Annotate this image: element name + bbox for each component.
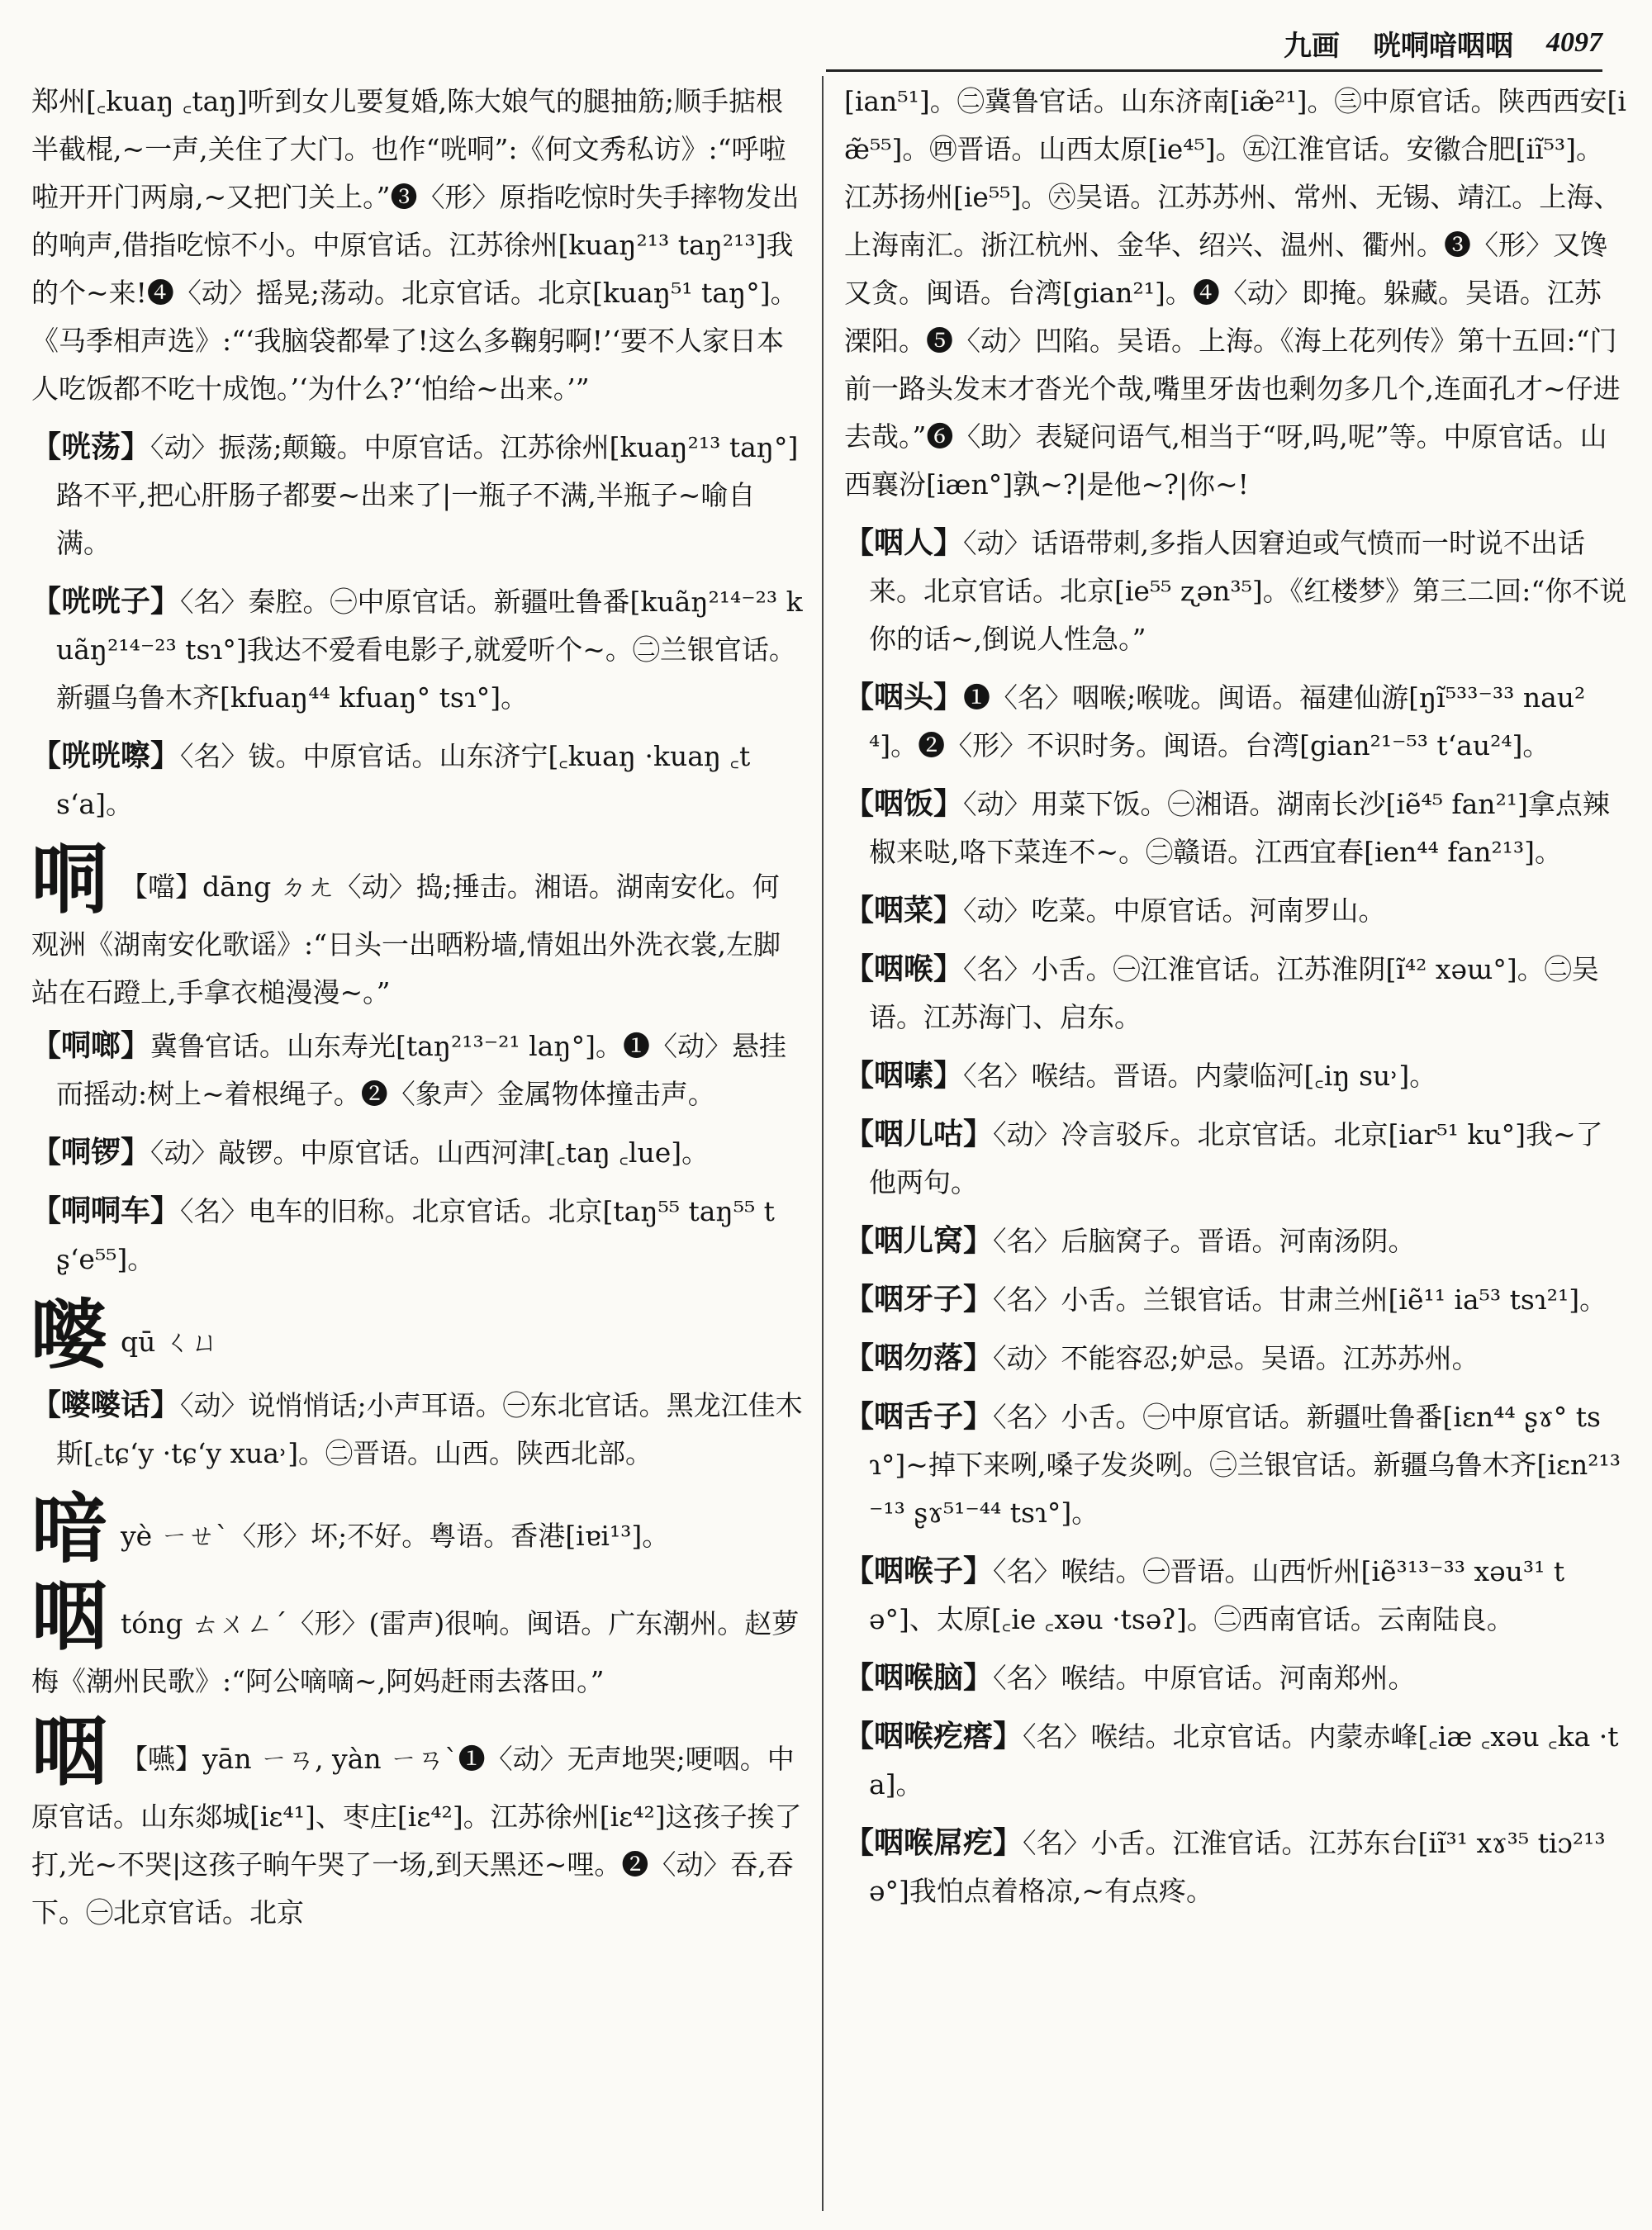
header-characters: 咣哃喑咽咽 bbox=[1373, 29, 1513, 63]
entry-headword: 【咽牙子】 bbox=[844, 1282, 994, 1317]
dictionary-entry bbox=[844, 1547, 1627, 1644]
dictionary-entry bbox=[844, 1275, 1627, 1324]
dictionary-entry bbox=[31, 577, 804, 722]
dictionary-entry bbox=[844, 886, 1627, 935]
entry-headword: 【咽人】 bbox=[844, 525, 964, 560]
section-label: 九画 bbox=[1284, 29, 1340, 63]
entry-headword: 【咽喉屌疙】 bbox=[844, 1825, 1023, 1860]
character-definition: tóng ㄊㄨㄥˊ〈形〉(雷声)很响。闽语。广东潮州。赵萝梅《潮州民歌》:“阿公嘀嘀~,阿妈赶雨去落田。” bbox=[31, 1607, 800, 1697]
dictionary-entry bbox=[844, 780, 1627, 876]
entry-continuation bbox=[844, 78, 1627, 509]
character-heading bbox=[31, 1290, 804, 1379]
character-heading bbox=[31, 835, 804, 1017]
entry-headword: 【咽嗉】 bbox=[844, 1058, 964, 1093]
entry-headword: 【咽舌子】 bbox=[844, 1399, 994, 1434]
entry-definition: 〈名〉喉结。北京官话。内蒙赤峰[꜀iæ ꜀xəu ꜀ka ·ta]。 bbox=[869, 1720, 1619, 1801]
head-character: 喑 bbox=[31, 1484, 108, 1573]
header-rule bbox=[826, 69, 1602, 72]
dictionary-entry bbox=[844, 945, 1627, 1041]
entry-headword: 【咽菜】 bbox=[844, 893, 964, 928]
character-heading bbox=[31, 1707, 804, 1937]
character-definition: qū ㄑㄩ bbox=[121, 1326, 219, 1358]
dictionary-entry bbox=[31, 423, 804, 567]
dictionary-entry bbox=[844, 1712, 1627, 1809]
dictionary-entry bbox=[844, 1110, 1627, 1207]
entry-headword: 【咣咣子】 bbox=[31, 584, 181, 619]
character-definition: 【噹】dāng ㄉㄤ〈动〉捣;捶击。湘语。湖南安化。何观洲《湖南安化歌谣》:“日头一出晒粉墙,情姐出外洗衣裳,左脚站在石蹬上,手拿衣槌漫漫~。” bbox=[31, 871, 781, 1008]
entry-definition: 〈名〉小舌。江淮官话。江苏东台[iĩ³¹ xɤ³⁵ tiɔ²¹³ ə°]我怕点着格凉,~有点疼。 bbox=[869, 1827, 1606, 1907]
entry-text: 郑州[꜀kuaŋ ꜀taŋ]听到女儿要复婚,陈大娘气的腿抽筋;顺手掂根半截棍,~一声,关住了大门。也作“咣哃”:《何文秀私访》:“呼啦啦开开门两扇,~又把门关上。”❸〈形〉原指吃惊时失手摔物发出的响声,借指吃惊不小。中原官话。江苏徐州[kuaŋ²¹³ taŋ²¹³]我的个~来!❹〈动〉摇晃;荡动。北京官话。北京[kuaŋ⁵¹ taŋ°]。《马季相声选》:“‘我脑袋都晕了!这么多鞠躬啊!’‘要不人家日本人吃饭都不吃十成饱。’‘为什么?’‘怕给~出来。’” bbox=[31, 85, 800, 405]
entry-definition: 〈动〉吃菜。中原官话。河南罗山。 bbox=[963, 894, 1386, 927]
entry-definition: 〈名〉电车的旧称。北京官话。北京[taŋ⁵⁵ taŋ⁵⁵ tʂ‘e⁵⁵]。 bbox=[56, 1195, 775, 1275]
dictionary-entry bbox=[844, 1819, 1627, 1915]
entry-definition: ❶〈名〉咽喉;喉咙。闽语。福建仙游[ŋĩ⁵³³⁻³³ nau²⁴]。❷〈形〉不识时务。闽语。台湾[gian²¹⁻⁵³ t‘au²⁴]。 bbox=[869, 681, 1586, 762]
entry-headword: 【咽儿窝】 bbox=[844, 1223, 994, 1258]
head-character: 咽 bbox=[31, 1572, 108, 1661]
entry-headword: 【咣咣嚓】 bbox=[31, 738, 181, 773]
entry-headword: 【咽喉脑】 bbox=[844, 1660, 994, 1695]
entry-definition: 〈名〉钹。中原官话。山东济宁[꜀kuaŋ ·kuaŋ ꜀ts‘a]。 bbox=[56, 740, 751, 820]
entry-headword: 【咽饭】 bbox=[844, 786, 964, 821]
entry-definition: 〈动〉话语带刺,多指人因窘迫或气愤而一时说不出话来。北京官话。北京[ie⁵⁵ ʐən³⁵]。《红楼梦》第三二回:“你不说你的话~,倒说人性急。” bbox=[869, 527, 1627, 655]
entry-definition: 〈动〉用菜下饭。㊀湘语。湖南长沙[iẽ⁴⁵ fan²¹]拿点辣椒来哒,咯下菜连不~。㊁赣语。江西宜春[ien⁴⁴ fan²¹³]。 bbox=[869, 788, 1610, 868]
entry-definition: 〈名〉后脑窝子。晋语。河南汤阴。 bbox=[993, 1225, 1416, 1257]
entry-definition: 〈动〉说悄悄话;小声耳语。㊀东北官话。黑龙江佳木斯[꜀tɕ‘y ·tɕ‘y xua˒]。㊁晋语。山西。陕西北部。 bbox=[56, 1389, 803, 1469]
entry-headword: 【哃锣】 bbox=[31, 1135, 151, 1170]
entry-headword: 【咽儿咕】 bbox=[844, 1117, 994, 1151]
dictionary-entry bbox=[31, 1187, 804, 1283]
entry-headword: 【咽喉】 bbox=[844, 951, 964, 986]
character-heading bbox=[31, 1484, 804, 1573]
dictionary-entry bbox=[31, 732, 804, 828]
entry-definition: 〈名〉小舌。兰银官话。甘肃兰州[iẽ¹¹ ia⁵³ tsɿ²¹]。 bbox=[993, 1283, 1607, 1316]
entry-headword: 【咽勿落】 bbox=[844, 1340, 994, 1375]
entry-headword: 【咽头】 bbox=[844, 680, 964, 714]
character-heading bbox=[31, 1572, 804, 1706]
entry-definition: 〈名〉小舌。㊀江淮官话。江苏淮阴[ĩ⁴² xəɯ°]。㊁吴语。江苏海门、启东。 bbox=[869, 953, 1599, 1033]
dictionary-entry bbox=[844, 1051, 1627, 1100]
entry-continuation bbox=[31, 78, 804, 413]
entry-text: [ian⁵¹]。㊁冀鲁官话。山东济南[iæ̃²¹]。㊂中原官话。陕西西安[iæ̃⁵⁵]。㊃晋语。山西太原[ie⁴⁵]。㊄江淮官话。安徽合肥[iĩ⁵³]。江苏扬州[ie⁵⁵]。㊅吴语。江苏苏州、常州、无锡、靖江。上海、上海南汇。浙江杭州、金华、绍兴、温州、衢州。❸〈形〉又馋又贪。闽语。台湾[gian²¹]。❹〈动〉即掩。躲藏。吴语。江苏溧阳。❺〈动〉凹陷。吴语。上海。《海上花列传》第十五回:“门前一路头发末才沓光个哉,嘴里牙齿也剩勿多几个,连面孔才~仔进去哉。”❻〈助〉表疑问语气,相当于“呀,吗,呢”等。中原官话。山西襄汾[iæn°]孰~?|是他~?|你~! bbox=[844, 85, 1626, 501]
entry-definition: 〈动〉敲锣。中原官话。山西河津[꜀taŋ ꜀lue]。 bbox=[150, 1136, 710, 1169]
entry-definition: 〈名〉秦腔。㊀中原官话。新疆吐鲁番[kuãŋ²¹⁴⁻²³ kuãŋ²¹⁴⁻²³ tsɿ°]我达不爱看电影子,就爱听个~。㊁兰银官话。新疆乌鲁木齐[kfuaŋ⁴⁴ kfuaŋ° tsɿ°]。 bbox=[56, 586, 803, 714]
entry-definition: 〈名〉喉结。晋语。内蒙临河[꜀iŋ su˒]。 bbox=[963, 1060, 1437, 1092]
entry-definition: 冀鲁官话。山东寿光[taŋ²¹³⁻²¹ laŋ°]。❶〈动〉悬挂而摇动:树上~着根绳子。❷〈象声〉金属物体撞击声。 bbox=[56, 1030, 786, 1110]
dictionary-entry bbox=[31, 1128, 804, 1177]
entry-definition: 〈动〉振荡;颠簸。中原官话。江苏徐州[kuaŋ²¹³ taŋ°]路不平,把心肝肠子都要~出来了|一瓶子不满,半瓶子~喻自满。 bbox=[56, 431, 799, 559]
dictionary-entry bbox=[844, 1654, 1627, 1702]
dictionary-entry bbox=[31, 1381, 804, 1478]
dictionary-entry bbox=[844, 673, 1627, 770]
entry-headword: 【哃哃车】 bbox=[31, 1193, 181, 1228]
entry-headword: 【嘙嘙话】 bbox=[31, 1388, 181, 1422]
dictionary-entry bbox=[844, 1393, 1627, 1537]
head-character: 哃 bbox=[31, 835, 108, 924]
head-character: 嘙 bbox=[31, 1290, 108, 1379]
entry-headword: 【咣荡】 bbox=[31, 429, 151, 464]
right-column bbox=[844, 78, 1627, 1925]
head-character: 咽 bbox=[31, 1707, 108, 1796]
entry-headword: 【咽喉子】 bbox=[844, 1554, 994, 1588]
dictionary-entry bbox=[844, 1217, 1627, 1265]
entry-definition: 〈动〉不能容忍;妒忌。吴语。江苏苏州。 bbox=[993, 1342, 1479, 1374]
entry-definition: 〈名〉喉结。中原官话。河南郑州。 bbox=[993, 1662, 1416, 1694]
character-definition: 【嚥】yān ㄧㄢ, yàn ㄧㄢˋ❶〈动〉无声地哭;哽咽。中原官话。山东郯城[iɛ⁴¹]、枣庄[iɛ⁴²]。江苏徐州[iɛ⁴²]这孩子挨了打,光~不哭|这孩子晌午哭了一场,到天黑还~哩。❷〈动〉吞,吞下。㊀北京官话。北京 bbox=[31, 1743, 802, 1929]
dictionary-entry bbox=[844, 1334, 1627, 1383]
entry-definition: 〈名〉喉结。㊀晋语。山西忻州[iẽ³¹³⁻³³ xəu³¹ tə°]、太原[꜀ie ꜀xəu ·tsəʔ]。㊁西南官话。云南陆良。 bbox=[869, 1555, 1565, 1635]
entry-headword: 【咽喉疙瘩】 bbox=[844, 1719, 1023, 1753]
entry-definition: 〈名〉小舌。㊀中原官话。新疆吐鲁番[iɛn⁴⁴ ʂɤ° tsɿ°]~掉下来咧,嗓子发炎咧。㊁兰银官话。新疆乌鲁木齐[iɛn²¹³⁻¹³ ʂɤ⁵¹⁻⁴⁴ tsɿ°]。 bbox=[869, 1401, 1621, 1529]
dictionary-entry bbox=[31, 1022, 804, 1118]
character-definition: yè ㄧㄝˋ〈形〉坏;不好。粤语。香港[iɐi¹³]。 bbox=[121, 1520, 670, 1552]
column-divider bbox=[822, 76, 824, 2211]
page-number: 4097 bbox=[1546, 27, 1602, 58]
entry-headword: 【哃啷】 bbox=[31, 1028, 151, 1063]
dictionary-entry bbox=[844, 519, 1627, 663]
left-column bbox=[31, 78, 804, 1942]
running-header bbox=[1156, 18, 1602, 68]
entry-definition: 〈动〉冷言驳斥。北京官话。北京[iar⁵¹ ku°]我~了他两句。 bbox=[869, 1118, 1603, 1198]
